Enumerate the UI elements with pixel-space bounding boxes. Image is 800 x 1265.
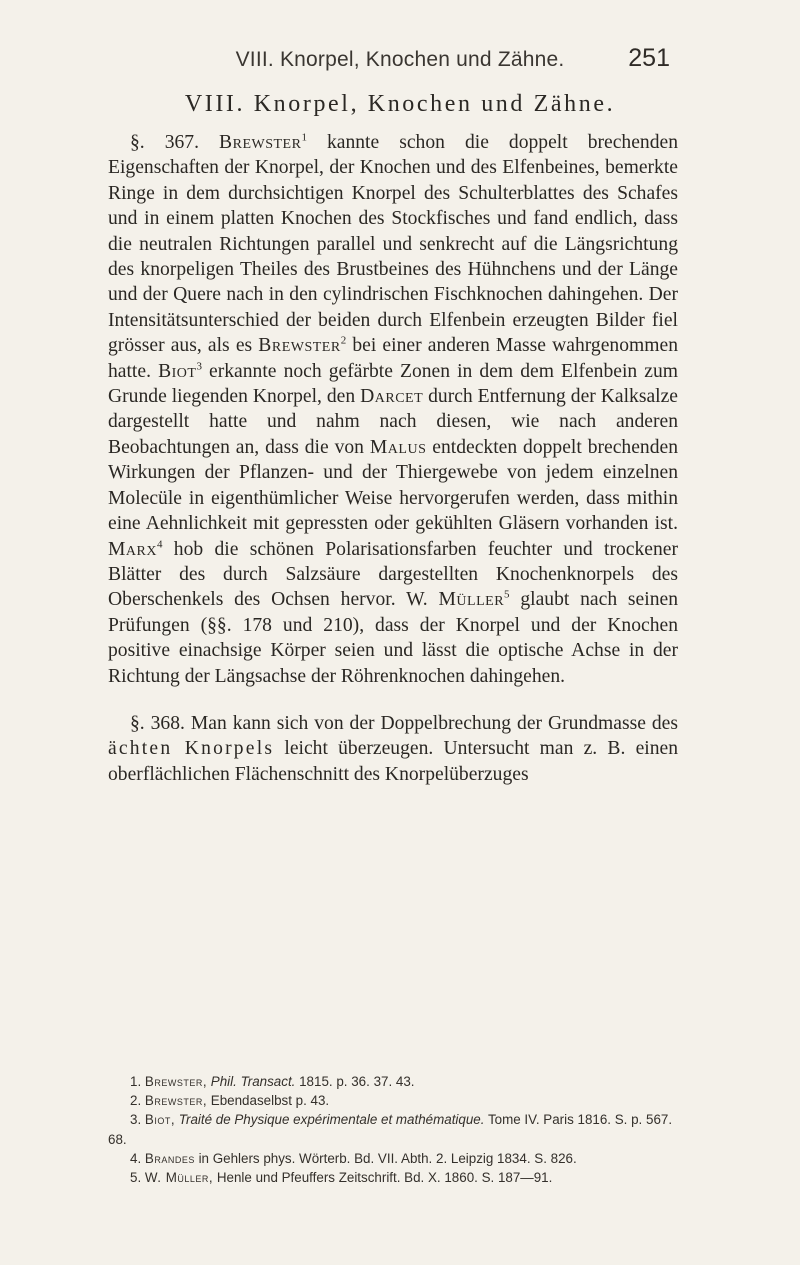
footnote-number: 1. [130,1074,142,1089]
footnote-text: Henle und Pfeuffers Zeitschrift. Bd. X. 1860. S. 187—91. [213,1170,553,1186]
footnote-author: Biot, [144,1112,176,1128]
footnote-ref: 3 [196,360,202,373]
text-run: hob die schönen Polarisationsfarben feuchter und trockener Blätter des durch Salzsäure dargestellten Knochenknorpels des Oberschenkels des Ochsen hervor. W. [108,538,678,611]
footnote-author: Brewster, [144,1074,208,1089]
body-text [108,130,678,787]
page-number: 251 [628,44,670,72]
footnote-5 [108,1168,678,1187]
paragraph-368 [108,711,678,787]
footnote-text: Tome IV. Paris 1816. S. p. 567. 68. [108,1112,673,1147]
author-name: Biot [158,360,197,382]
footnotes [108,1072,678,1187]
author-name: Darcet [360,386,424,408]
running-head-title: VIII. Knorpel, Knochen und Zähne. [235,48,565,71]
footnote-title: Phil. Transact. [210,1074,296,1089]
author-name: Marx [108,538,157,560]
footnote-author: Brewster, [144,1093,208,1109]
chapter-heading: VIII. Knorpel, Knochen und Zähne. [184,91,616,117]
footnote-ref: 5 [504,588,510,601]
author-name: Brewster [219,132,302,153]
footnote-number: 2. [130,1093,142,1109]
text-run: kannte schon die doppelt brechenden Eigenschaften der Knorpel, der Knochen und des Elfenbeines, bemerkte Ringe in dem durchsichtigen Knorpel des Schulterblattes des Schafes und in einem platten Knochen des Stockfisches und fand endlich, dass die neutralen Richtungen parallel und senkrecht auf die Längsrichtung des knorpeligen Theiles des Brustbeines des Hühnchens und der Länge und der Quere nach in den cylindrischen Fischknochen dahingehen. Der Intensitätsunterschied der beiden durch Elfenbein erzeugten Bilder fiel grösser aus, als es [108,132,679,357]
footnote-text: in Gehlers phys. Wörterb. Bd. VII. Abth. 2. Leipzig 1834. S. 826. [194,1150,577,1166]
footnote-3 [108,1110,678,1148]
section-number: §. 368. [130,712,185,734]
footnote-2 [108,1091,678,1110]
running-head [0,44,800,74]
footnote-text: Ebendaselbst p. 43. [207,1093,330,1109]
footnote-text: 1815. p. 36. 37. 43. [295,1074,415,1089]
text-run: glaubt nach seinen Prüfungen (§§. 178 und 210), dass der Knorpel und der Knochen positive einachsige Körper seien und lässt die optische Achse in der Richtung der Längsachse der Röhrenknochen dahingehen. [108,589,678,687]
section-number: §. 367. [130,132,200,153]
author-name: Brewster [258,335,341,357]
footnote-1 [108,1072,678,1091]
text-run: erkannte noch gefärbte Zonen in dem dem Elfenbein zum Grunde liegenden Knorpel, den [108,360,679,408]
paragraph-367 [108,130,678,689]
text-run: leicht überzeugen. Untersucht man z. B. einen oberflächlichen Flächenschnitt des Knorpelüberzuges [108,738,678,785]
author-name: Malus [369,436,427,458]
footnote-ref: 4 [156,537,163,550]
author-name: Müller [438,589,505,611]
footnote-ref: 1 [301,131,307,144]
footnote-4 [108,1149,678,1168]
footnote-number: 4. [130,1150,142,1166]
text-run: bei einer anderen Masse wahrgenommen hatte. [108,335,678,382]
footnote-number: 5. [130,1170,142,1186]
footnote-author: Brandes [144,1150,195,1166]
footnote-title: Traité de Physique expérimentale et mathématique. [178,1112,485,1128]
footnote-author: W. Müller, [144,1170,214,1186]
footnote-ref: 2 [340,334,347,347]
footnote-number: 3. [130,1112,142,1128]
emphasis-spaced: ächten Knorpels [108,738,275,760]
text-run: durch Entfernung der Kalksalze dargestellt hatte und nahm nach diesen, wie nach anderen Beobachtungen an, dass die von [108,386,678,458]
text-run: entdeckten doppelt brechenden Wirkungen der Pflanzen- und der Thiergewebe von jedem einzelnen Molecüle in eigenthümlicher Weise hervorgerufen werden, dass mithin eine Aehnlichkeit mit gepressten oder gekühlten Gläsern vorhanden ist. [108,436,679,535]
text-run: Man kann sich von der Doppelbrechung der Grundmasse des [184,712,678,734]
